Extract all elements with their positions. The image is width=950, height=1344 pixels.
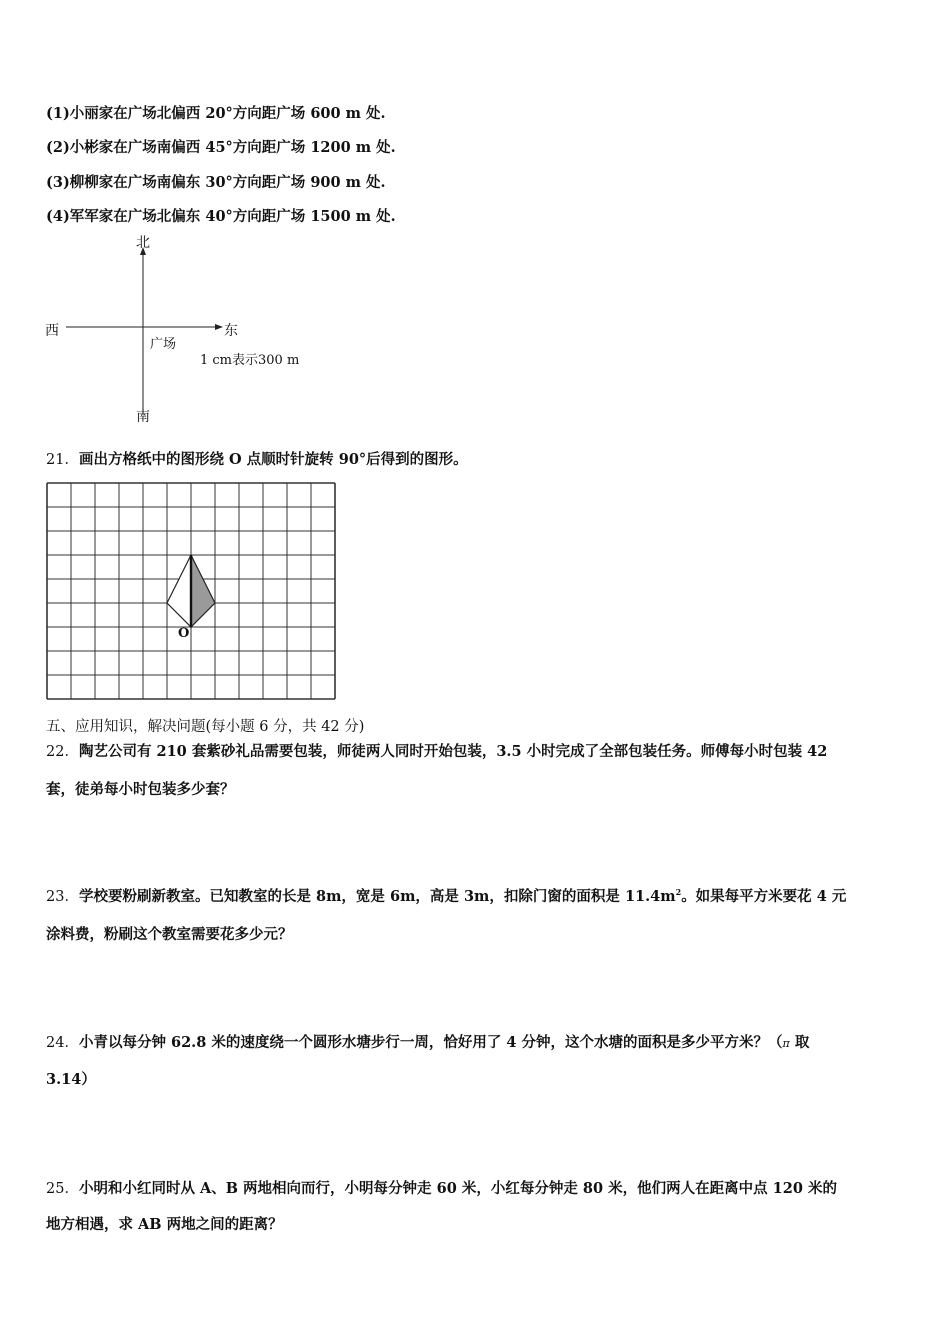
q23-superscript: 2 [675,887,682,898]
north-label: 北 [136,235,150,251]
q23-line1 [46,885,846,906]
q23-number: 23． [46,889,79,905]
grid-svg [46,482,338,702]
q22-line2: 套，徒弟每小时包装多少套？ [46,781,235,798]
plaza-label: 广场 [150,337,177,352]
q23-line2: 涂料费，粉刷这个教室需要花多少元？ [46,926,293,943]
pi-symbol: π [782,1037,790,1050]
q20-item-3: (3)柳柳家在广场南偏东 30°方向距广场 900 m 处. [46,174,386,191]
q22-line1 [46,740,827,761]
compass-diagram [40,232,340,432]
east-label: 东 [224,323,238,339]
q21-body: 画出方格纸中的图形绕 O 点顺时针旋转 90°后得到的图形。 [78,451,468,468]
q23-body-1a: 学校要粉刷新教室。已知教室的长是 8m，宽是 6m，高是 3m，扣除门窗的面积是 11.4m [78,888,676,905]
q21-text [46,448,468,469]
q24-body-1a: 小青以每分钟 62.8 米的速度绕一个圆形水塘步行一周，恰好用了 4 分钟，这个水塘的面积是多少平方米？（ [78,1034,783,1051]
scale-label: 1 cm表示300 m [200,353,300,368]
q24-line2: 3.14） [46,1071,96,1088]
figure-left-half [167,555,191,627]
q22-number: 22． [46,744,79,760]
west-label: 西 [45,323,59,339]
rotation-grid [46,482,338,706]
q20-item-1: (1)小丽家在广场北偏西 20°方向距广场 600 m 处. [46,105,386,122]
q25-number: 25． [46,1181,79,1197]
q21-number: 21． [46,452,79,468]
q22-body-1: 陶艺公司有 210 套紫砂礼品需要包装，师徒两人同时开始包装，3.5 小时完成了全部包装任务。师傅每小时包装 42 [78,743,828,760]
figure-right-half-shaded [191,555,215,627]
q25-line2: 地方相遇，求 AB 两地之间的距离？ [46,1216,283,1233]
point-o-label: O [178,626,190,641]
compass-axes [40,232,340,432]
q24-line1 [46,1031,809,1052]
south-label: 南 [136,409,150,425]
q23-body-1b: 。如果每平方米要花 4 元 [681,888,847,905]
q24-body-1b: 取 [789,1034,810,1051]
section5-title: 五、应用知识，解决问题(每小题 6 分，共 42 分) [46,719,365,735]
q20-item-4: (4)军军家在广场北偏东 40°方向距广场 1500 m 处. [46,208,396,225]
east-arrow-icon [215,324,223,330]
q24-number: 24． [46,1035,79,1051]
q20-item-2: (2)小彬家在广场南偏西 45°方向距广场 1200 m 处. [46,139,396,156]
q25-line1 [46,1177,837,1198]
q25-body-1: 小明和小红同时从 A、B 两地相向而行，小明每分钟走 60 米，小红每分钟走 80 米，他们两人在距离中点 120 米的 [78,1180,837,1197]
